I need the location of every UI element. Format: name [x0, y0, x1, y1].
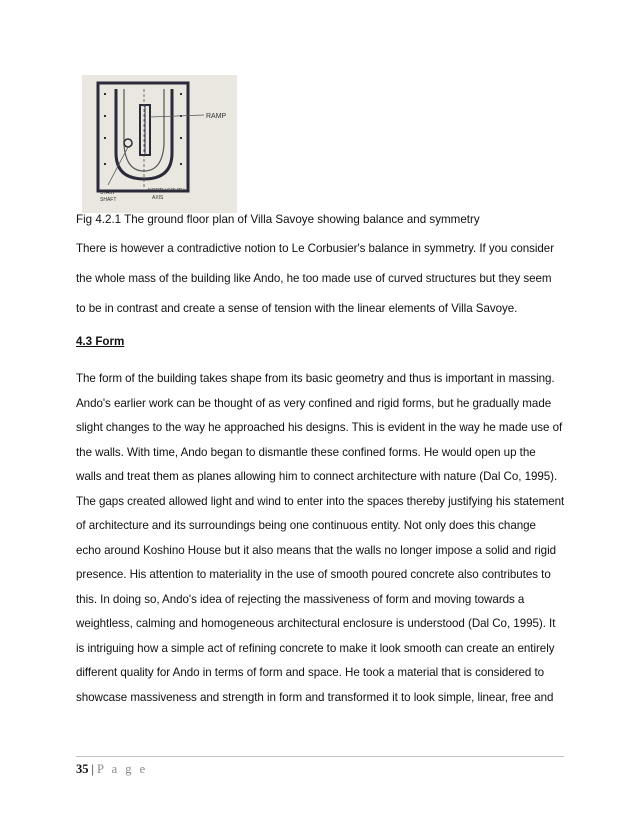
floor-plan-drawing: [82, 75, 237, 213]
text-line: presence. His attention to materiality in the use of smooth poured concrete also contributes to: [76, 568, 551, 581]
axis-label-1: NORTH SOUTH: [148, 188, 185, 194]
text-line: to be in contrast and create a sense of tension with the linear elements of Villa Savoye.: [76, 302, 518, 315]
ramp-label: RAMP: [206, 113, 227, 120]
text-line: weightless, calming and homogeneous architectural enclosure is understood (Dal Co, 1995). It: [76, 617, 556, 630]
page-word: P a g e: [97, 762, 148, 776]
text-line: There is however a contradictive notion to Le Corbusier's balance in symmetry. If you consider: [76, 242, 555, 255]
figure-caption: Fig 4.2.1 The ground floor plan of Villa Savoye showing balance and symmetry: [76, 213, 480, 226]
text-line: is intriguing how a simple act of refining concrete to make it look smooth can create an entirely: [76, 641, 555, 655]
stair-label-2: SHAFT: [100, 197, 117, 203]
floor-plan-sketch: [82, 75, 237, 213]
section-heading: 4.3 Form: [76, 335, 125, 348]
text-line: the whole mass of the building like Ando, he too made use of curved structures but they seem: [76, 272, 552, 285]
text-line: this. In doing so, Ando's idea of rejecting the massiveness of form and moving towards a: [76, 592, 525, 606]
text-line: different quality for Ando in terms of form and space. He took a material that is considered to: [76, 666, 545, 679]
text-line: showcase massiveness and strength in form and transformed it to look simple, linear, free and: [76, 690, 554, 704]
text-line: The form of the building takes shape from its basic geometry and thus is important in massing.: [76, 372, 555, 385]
footer-divider: [76, 756, 564, 757]
footer-separator: |: [91, 762, 95, 776]
text-line: echo around Koshino House but it also means that the walls no longer impose a solid and rigid: [76, 543, 557, 557]
text-line: Ando's earlier work can be thought of as very confined and rigid forms, but he gradually made: [76, 396, 552, 410]
text-line: walls and treat them as planes allowing him to connect architecture with nature (Dal Co, 1995).: [76, 470, 558, 483]
stair-label-1: STAIR: [100, 190, 115, 196]
axis-label-2: AXIS: [152, 195, 164, 201]
text-line: of architecture and its surroundings being one continuous entity. Not only does this change: [76, 519, 536, 532]
text-line: slight changes to the way he approached his designs. This is evident in the way he made use of: [76, 421, 563, 434]
text-line: the walls. With time, Ando began to dismantle these confined forms. He would open up the: [76, 445, 536, 459]
text-line: The gaps created allowed light and wind to enter into the spaces thereby justifying his statement: [76, 494, 565, 508]
page-number: 35: [76, 762, 89, 776]
page-footer: [76, 762, 148, 777]
